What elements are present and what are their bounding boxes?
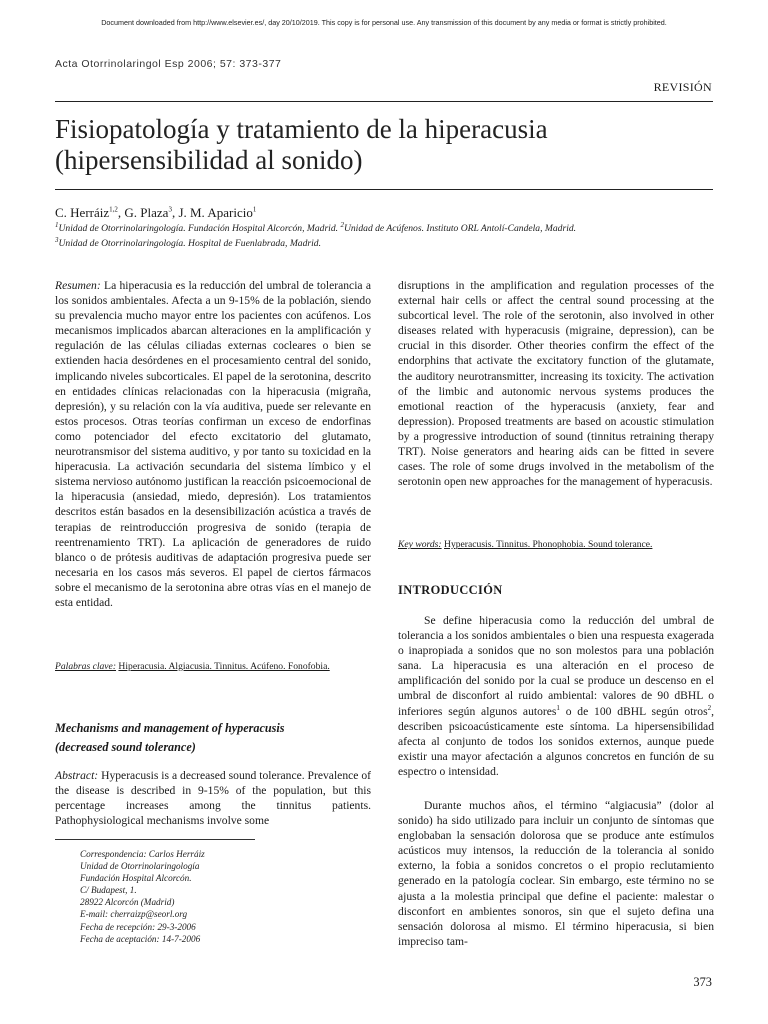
abstract-text-left: Hyperacusis is a decreased sound tolerance. Prevalence of the disease is described in 9-15% of the population, but this percentage increases among the tinnitus patients. Pathophysiological mechanisms involve some: [55, 769, 371, 828]
intro-paragraph-2: Durante muchos años, el término “algiacusia” (dolor al sonido) ha sido utilizado para incluir un conjunto de síntomas que englobaban la sensación dolorosa que se produce ante estímulos acústicos muy intensos, la reducción de la tolerancia al sonido externo, la fobia a sonidos concretos o el propio reclutamiento generado en la patología coclear. Sin embargo, este término no se ajusta a la molestia principal que define el paciente: malestar o disconfort en ambientes sonoros, sin que el sujeto defina una sensación dolorosa al mismo. El término hiperacusia, si bien impreciso tam-: [398, 799, 714, 948]
correspondence-line: Correspondencia: Carlos Herráiz: [80, 849, 205, 859]
correspondence-line: C/ Budapest, 1.: [80, 885, 137, 896]
section-label: REVISIÓN: [653, 80, 712, 94]
correspondence-footnote: [80, 848, 205, 945]
palabras-clave: [55, 659, 371, 674]
key-words: [398, 537, 714, 552]
resumen-label: Resumen:: [55, 279, 101, 292]
author-affiliation-mark: 3: [168, 205, 172, 214]
intro-paragraph-1: [398, 613, 714, 779]
abstract-continued: disruptions in the amplification and regulation processes of the external hair cells or affect the central sound processing at the subcortical level. The role of the serotonin, also involved in other diseases related with hyperacusis (migraine, depression), can be crucial in this disorder. Other theories confirm the effect of the endorphins that activate the excitatory function of the glutamate, the auditory neurotransmitter, increasing its toxicity. The activation of the limbic and autonomic nervous systems produces the emotional reaction of the hyperacusis (anxiety, fear and depression). Proposed treatments are based on acoustic stimulation by a progressive introduction of sound (tinnitus retraining therapy TRT). Noise generators and hearing aids can be fitted in severe cases. The role of some drugs involved in the metabolism of the serotonin open new approaches for the management of hyperacusis.: [398, 279, 714, 489]
author-affiliation-mark: 1: [252, 205, 257, 214]
english-title: [55, 719, 375, 756]
correspondence-line: Fundación Hospital Alcorcón.: [80, 873, 192, 884]
english-title-line-1: Mechanisms and management of hyperacusis: [55, 721, 285, 735]
affiliation-text: Unidad de Acúfenos. Instituto ORL Antolí-Candela, Madrid.: [343, 223, 577, 234]
title-top-rule: [55, 101, 713, 102]
correspondence-email: E-mail: cherraizp@seorl.org: [80, 909, 188, 920]
affiliation-text: Unidad de Otorrinolaringología. Fundación Hospital Alcorcón, Madrid.: [58, 223, 341, 234]
affiliation-mark: 3: [55, 235, 59, 244]
english-title-line-2: (decreased sound tolerance): [55, 739, 196, 754]
title-line-2: (hipersensibilidad al sonido): [55, 145, 363, 175]
affiliations-line-2: [55, 235, 321, 249]
journal-reference: Acta Otorrinolaringol Esp 2006; 57: 373-377: [55, 58, 282, 70]
intro-text: , describen psicoacústicamente este síntoma. La hipersensibilidad afecta al conjunto de todos los sonidos externos, aunque puede existir una mayor afectación a algunos concretos en función de su espectro o intensidad.: [398, 704, 714, 778]
author-name: J. M. Aparicio: [178, 205, 253, 220]
affiliation-text: Unidad de Otorrinolaringología. Hospital de Fuenlabrada, Madrid.: [58, 238, 321, 249]
affiliation-mark: 2: [340, 220, 344, 229]
palabras-clave-label: Palabras clave:: [55, 661, 117, 672]
palabras-clave-values: Hiperacusia. Algiacusia. Tinnitus. Acúfeno. Fonofobia.: [118, 661, 330, 672]
intro-text: o de 100 dBHL según otros: [559, 704, 708, 718]
author-name: G. Plaza: [124, 205, 169, 220]
intro-text: Se define hiperacusia como la reducción del umbral de tolerancia a los sonidos ambientales o bien una respuesta exagerada o inapropiada a sonidos que no son molestos para una población sana. La hiperacusia es una alteración en el proceso de amplificación del sonido por la cual se produce un descenso en el umbral de disconfort al ruido ambiental: valores de 90 dBHL o inferiores según algunos autores: [398, 614, 714, 718]
accepted-date: Fecha de aceptación: 14-7-2006: [80, 933, 201, 944]
key-words-values: Hyperacusis. Tinnitus. Phonophobia. Sound tolerance.: [444, 539, 653, 550]
received-date: Fecha de recepción: 29-3-2006: [80, 921, 196, 932]
download-notice: Document downloaded from http://www.elsevier.es/, day 20/10/2019. This copy is for personal use. Any transmission of this document by any media or format is strictly prohibited.: [101, 18, 667, 27]
author-separator: ,: [117, 205, 125, 220]
article-title: [55, 114, 715, 176]
title-bottom-rule: [55, 189, 713, 190]
page-number: 373: [693, 975, 712, 989]
authors-line: [55, 205, 256, 221]
title-line-1: Fisiopatología y tratamiento de la hiperacusia: [55, 114, 548, 144]
resumen-paragraph: [55, 278, 371, 610]
key-words-label: Key words:: [398, 539, 442, 550]
citation-mark: 1: [556, 703, 560, 712]
author-separator: ,: [171, 205, 179, 220]
affiliation-mark: 1: [55, 220, 59, 229]
footnote-rule: [55, 839, 255, 840]
abstract-paragraph: [55, 768, 371, 828]
resumen-text: La hiperacusia es la reducción del umbral de tolerancia a los sonidos ambientales. Afecta a un 9-15% de la población, siendo su prevalencia mucho mayor entre los pacientes con acúfenos. Los mecanismos implicados abarcan alteraciones en la amplificación y regulación de las células ciliadas externas cocleares o bien se extienden hacia desórdenes en el procesamiento central del sonido, implicando niveles subcorticales. El papel de la serotonina, descrito en entidades clínicas relacionadas con la hiperacusia (migraña, depresión), y su relación con la vía auditiva, puede ser relevante en estos procesos. Otras teorías confirman un exceso de endorfinas como potenciador del efecto excitatorio del glutamato, neurotransmisor del sistema auditivo, y por tanto su toxicidad en la hiperacusia. La activación secundaria del sistema límbico y el sistema nervioso autónomo justifican la reacción psicoemocional de la hiperacusia (ansiedad, miedo, depresión). Los tratamientos descritos están basados en la desensibilización acústica a través de terapias de reintroducción progresiva de sonido (terapia de reentrenamiento TRT). La aplicación de generadores de ruido blanco o de prótesis auditivas de adaptación progresiva puede ser necesaria en los casos más severos. El papel de ciertos fármacos sobre el mecanismo de la serotonina abre otras vías en el manejo de esta entidad.: [55, 279, 371, 609]
author-affiliation-mark: 1,2: [109, 205, 118, 214]
correspondence-line: Unidad de Otorrinolaringología: [80, 861, 200, 872]
abstract-label: Abstract:: [55, 769, 99, 782]
citation-mark: 2: [707, 703, 712, 712]
introduccion-heading: INTRODUCCIÓN: [398, 583, 503, 597]
affiliations-line-1: [55, 220, 577, 234]
correspondence-line: 28922 Alcorcón (Madrid): [80, 897, 175, 908]
author-name: C. Herráiz: [55, 205, 110, 220]
